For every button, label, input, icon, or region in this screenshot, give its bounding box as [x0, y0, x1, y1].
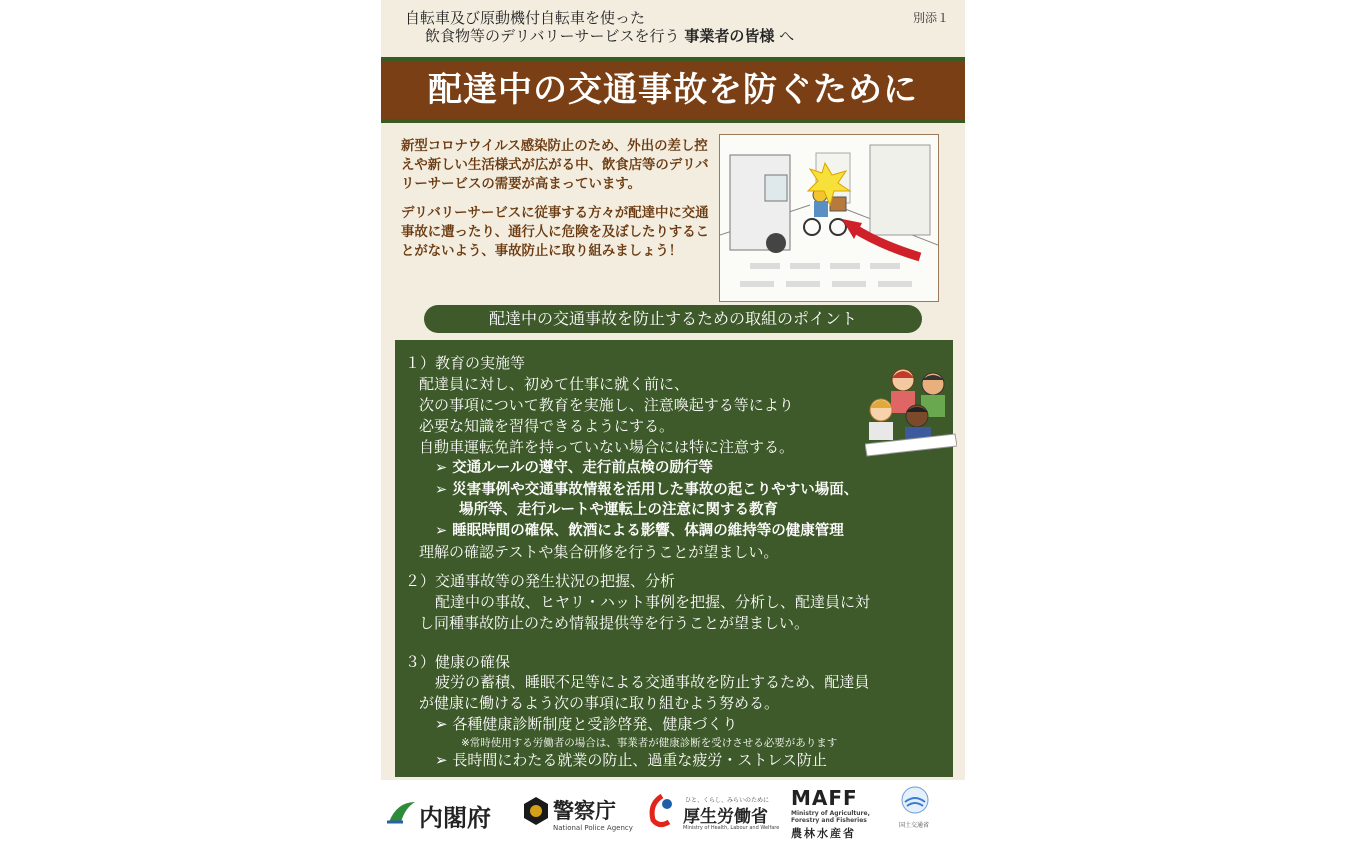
bullet-mark: ➢	[435, 460, 448, 476]
section-1-bullet-1	[435, 458, 713, 478]
mhlw-symbol-icon	[647, 794, 677, 828]
cabinet-office-logo	[387, 780, 505, 844]
cao-leaf-icon	[387, 800, 417, 824]
section-1-bullet-2	[435, 480, 858, 500]
mlit-logo	[897, 780, 947, 844]
ministry-logos	[381, 780, 965, 844]
header-line2	[425, 25, 794, 46]
section-1-line-5: 理解の確認テストや集合研修を行うことが望ましい。	[419, 543, 779, 561]
bullet-mark: ➢	[435, 523, 448, 539]
header-line2-prefix: 飲食物等のデリバリーサービスを行う	[425, 27, 680, 45]
delivery-accident-illustration	[719, 134, 939, 302]
maff-english-1: Ministry of Agriculture,	[791, 810, 870, 817]
section-3-note: ※常時使用する労働者の場合は、事業者が健康診断を受けさせる必要があります	[461, 737, 838, 749]
section-1-title: １）教育の実施等	[405, 354, 526, 372]
cao-name: 内閣府	[419, 804, 491, 832]
mhlw-english: Ministry of Health, Labour and Welfare	[683, 825, 780, 831]
mhlw-name: 厚生労働省	[683, 807, 768, 827]
header-audience: 事業者の皆様	[684, 27, 775, 45]
bullet-mark: ➢	[435, 715, 448, 733]
maff-logo	[791, 780, 881, 844]
section-1-bullet-2-text: 災害事例や交通事故情報を活用した事故の起こりやすい場面、	[452, 482, 859, 498]
section-3-line-1: 疲労の蓄積、睡眠不足等による交通事故を防止するため、配達員	[435, 673, 870, 691]
intro-text	[401, 137, 721, 271]
section-3-bullet-2-text: 長時間にわたる就業の防止、過重な疲労・ストレス防止	[452, 751, 827, 769]
points-panel	[395, 340, 953, 777]
section-1-line-4: 自動車運転免許を持っていない場合には特に注意する。	[419, 438, 795, 456]
mhlw-tagline: ひと、くらし、みらいのために	[685, 797, 770, 804]
section-3-bullet-1	[435, 714, 737, 734]
section-1-bullet-3-text: 睡眠時間の確保、飲酒による影響、体調の維持等の健康管理	[452, 523, 844, 539]
npa-english: National Police Agency	[553, 824, 633, 832]
mhlw-logo	[647, 780, 780, 844]
maff-english-2: Forestry and Fisheries	[791, 817, 867, 824]
section-2-title: ２）交通事故等の発生状況の把握、分析	[405, 572, 676, 590]
section-1-bullet-3	[435, 521, 844, 541]
police-badge-icon	[523, 796, 549, 826]
bullet-mark: ➢	[435, 482, 448, 498]
npa-name: 警察庁	[553, 799, 616, 823]
illustration-svg	[720, 135, 938, 301]
intro-paragraph-1: 新型コロナウイルス感染防止のため、外出の差し控えや新しい生活様式が広がる中、飲食店等のデリバリーサービスの需要が高まっています。	[401, 139, 709, 192]
intro-paragraph-2: デリバリーサービスに従事する方々が配達中に交通事故に遭ったり、通行人に危険を及ぼしたりすることがないよう、事故防止に取り組みましょう！	[401, 206, 709, 259]
section-3-line-2: が健康に働けるよう次の事項に取り組むよう努める。	[419, 694, 780, 712]
section-1-bullet-1-text: 交通ルールの遵守、走行前点検の励行等	[452, 460, 713, 476]
section-2-line-2: し同種事故防止のため情報提供等を行うことが望ましい。	[419, 614, 810, 632]
annex-label: 別添１	[912, 11, 949, 25]
header-line1: 自転車及び原動機付自転車を使った	[405, 9, 646, 27]
section-3-bullet-2	[435, 750, 827, 770]
section-1-line-2: 次の事項について教育を実施し、注意喚起する等により	[419, 396, 794, 414]
header-line2-suffix: へ	[779, 27, 795, 45]
maff-acronym: MAFF	[791, 786, 858, 810]
section-3-title: ３）健康の確保	[405, 653, 511, 671]
section-1-line-1: 配達員に対し、初めて仕事に就く前に、	[419, 375, 690, 393]
flyer-page	[381, 0, 965, 844]
maff-jp: 農林水産省	[791, 827, 856, 840]
bullet-mark: ➢	[435, 751, 448, 769]
npa-logo	[523, 780, 633, 844]
section-2-line-1: 配達中の事故、ヒヤリ・ハット事例を把握、分析し、配達員に対	[435, 593, 871, 611]
section-3-bullet-1-text: 各種健康診断制度と受診啓発、健康づくり	[452, 715, 738, 733]
mlit-name: 国土交通省	[899, 822, 930, 829]
points-title-bar: 配達中の交通事故を防止するための取組のポイント	[424, 305, 922, 333]
page-title: 配達中の交通事故を防ぐために	[381, 57, 965, 123]
header	[381, 0, 965, 54]
section-1-line-3: 必要な知識を習得できるようにする。	[419, 417, 675, 435]
training-people-illustration	[865, 362, 957, 458]
mlit-globe-icon	[901, 786, 929, 814]
section-1-bullet-2-cont: 場所等、走行ルートや運転上の注意に関する教育	[459, 502, 778, 518]
